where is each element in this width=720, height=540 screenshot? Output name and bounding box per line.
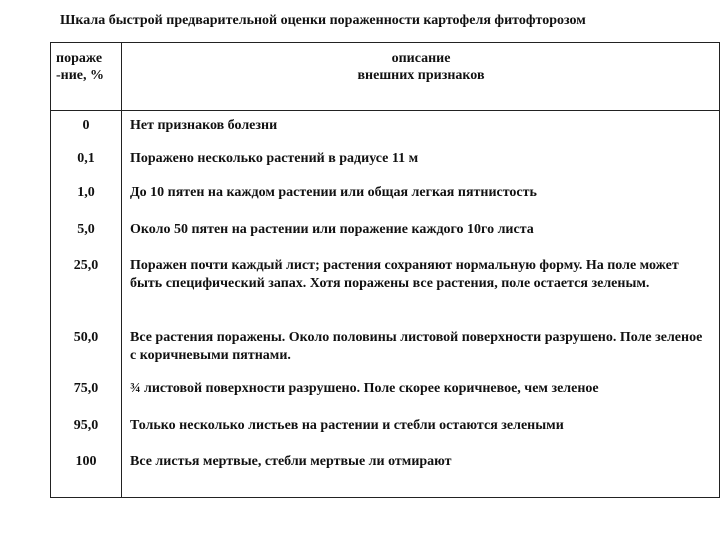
damage-value: 50,0	[73, 330, 99, 345]
header-description	[122, 50, 720, 84]
table-header-row	[51, 43, 719, 111]
severity-scale-table	[50, 42, 720, 498]
symptom-description: Поражено несколько растений в радиусе 11 м	[130, 151, 419, 166]
symptom-description: До 10 пятен на каждом растении или общая легкая пятнистость	[130, 185, 537, 200]
damage-value: 1,0	[77, 185, 95, 200]
symptom-description: Все растения поражены. Около половины листовой поверхности разрушено. Поле зеленое с коричневыми пятнами.	[130, 330, 703, 363]
symptom-description: Все листья мертвые, стебли мертвые ли отмирают	[130, 454, 452, 469]
column-divider	[121, 43, 122, 497]
damage-value: 0,1	[77, 151, 95, 166]
header-description-line1: описание	[391, 51, 451, 66]
damage-value: 0	[82, 118, 90, 133]
page-title: Шкала быстрой предварительной оценки пораженности картофеля фитофторозом	[60, 13, 586, 28]
damage-value: 100	[75, 454, 97, 469]
damage-value: 75,0	[73, 381, 99, 396]
symptom-description: Около 50 пятен на растении или поражение каждого 10го листа	[130, 222, 534, 237]
symptom-description: Нет признаков болезни	[130, 118, 278, 133]
header-description-line2: внешних признаков	[357, 68, 485, 83]
header-damage-percent: пораже -ние, %	[56, 51, 105, 83]
symptom-description: Только несколько листьев на растении и стебли остаются зелеными	[130, 418, 564, 433]
damage-value: 5,0	[77, 222, 95, 237]
symptom-description: ¾ листовой поверхности разрушено. Поле скорее коричневое, чем зеленое	[130, 381, 599, 396]
symptom-description: Поражен почти каждый лист; растения сохраняют нормальную форму. На поле может быть специфический запах. Хотя поражены все растения, поле остается зеленым.	[130, 258, 679, 291]
damage-value: 25,0	[73, 258, 99, 273]
damage-value: 95,0	[73, 418, 99, 433]
